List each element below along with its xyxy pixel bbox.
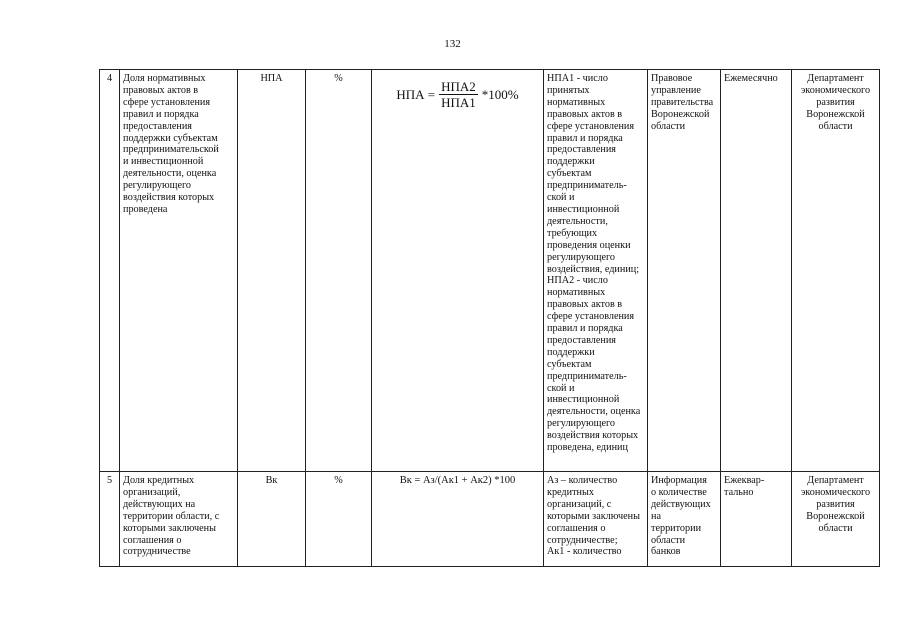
data-source: Правовое управление правительства Воронежской области xyxy=(648,70,721,472)
frequency: Ежеквар- тально xyxy=(721,472,792,567)
row-number: 4 xyxy=(100,70,120,472)
formula-suffix: *100% xyxy=(481,86,519,102)
indicator-symbol: Вк xyxy=(238,472,306,567)
table-row xyxy=(100,472,880,567)
frequency: Ежемесячно xyxy=(721,70,792,472)
table-row xyxy=(100,70,880,472)
formula-numerator: НПА2 xyxy=(441,79,476,94)
indicator-name: Доля нормативных правовых актов в сфере установления правил и порядка предоставления поддержки субъектам предпринимательской и инвестиционной деятельности, оценка регулирующего воздействия которых проведена xyxy=(120,70,238,472)
row-number: 5 xyxy=(100,472,120,567)
formula-fraction xyxy=(439,79,478,110)
page-number: 132 xyxy=(444,38,461,50)
indicator-name: Доля кредитных организаций, действующих на территории области, с которыми заключены соглашения о сотрудничестве xyxy=(120,472,238,567)
formula-cell xyxy=(372,70,544,472)
responsible-body: Департамент экономического развития Воронежской области xyxy=(792,70,880,472)
formula-cell xyxy=(372,472,544,567)
indicator-description: Аз – количество кредитных организаций, с которыми заключены соглашения о сотрудничестве; Ак1 - количество xyxy=(544,472,648,567)
indicator-symbol: НПА xyxy=(238,70,306,472)
indicator-description: НПА1 - число принятых нормативных правовых актов в сфере установления правил и порядка предоставления поддержки субъектам предприниматель- ской и инвестиционной деятельности, требующих проведения оценки регулирующего воздействия, единиц; НПА2 - число нормативных правовых актов в сфере установления правил и порядка предоставления поддержки субъектам предприниматель- ской и инвестиционной деятельности, оценка регулирующего воздействия которых проведена, единиц xyxy=(544,70,648,472)
formula-text: Вк = Аз/(Ак1 + Ак2) *100 xyxy=(399,475,516,486)
indicators-table xyxy=(99,69,880,567)
formula-denominator: НПА1 xyxy=(441,95,476,110)
indicator-unit: % xyxy=(306,70,372,472)
indicator-unit: % xyxy=(306,472,372,567)
responsible-body: Департамент экономического развития Воронежской области xyxy=(792,472,880,567)
formula-lhs: НПА = xyxy=(396,86,436,102)
data-source: Информация о количестве действующих на территории области банков xyxy=(648,472,721,567)
formula xyxy=(396,79,518,110)
